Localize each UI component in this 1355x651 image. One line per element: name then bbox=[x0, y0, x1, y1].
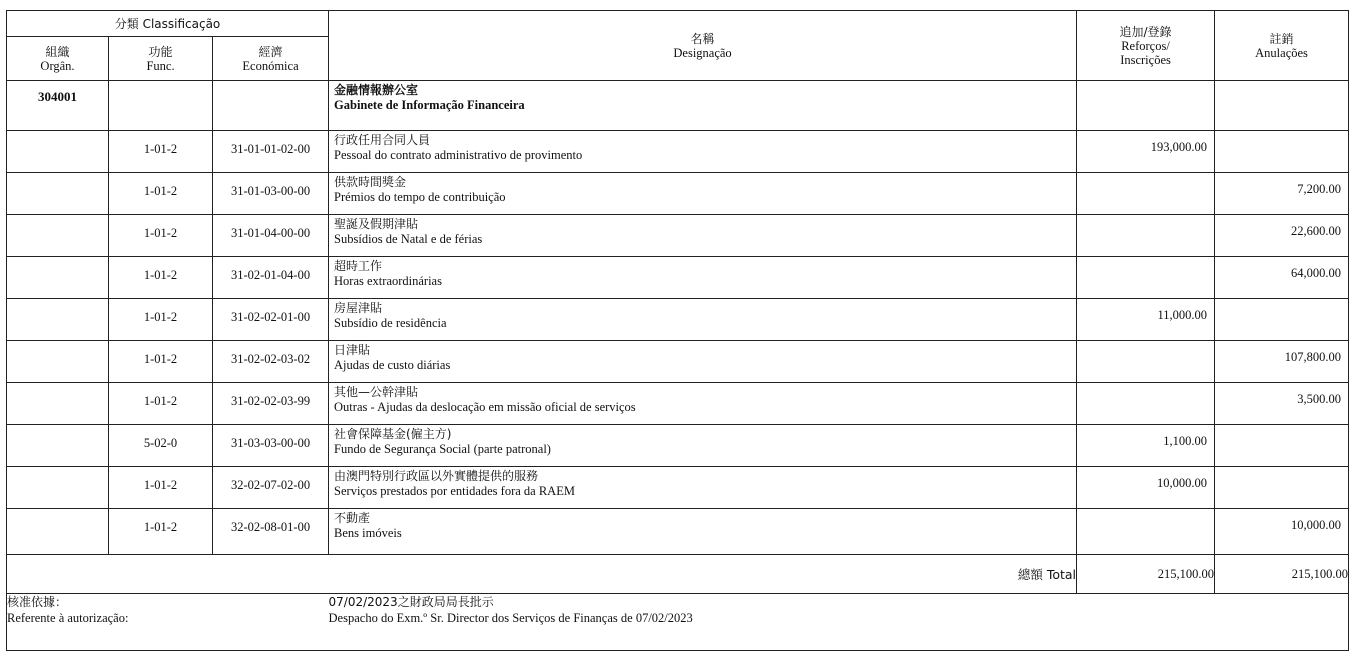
reinforcement-header: 追加/登錄 Reforços/ Inscrições bbox=[1077, 11, 1215, 81]
designation-zh: 供款時間獎金 bbox=[334, 175, 407, 189]
func-code: 1-01-2 bbox=[143, 478, 178, 492]
designation-header-zh: 名稱 bbox=[690, 31, 715, 46]
econ-code bbox=[213, 81, 328, 122]
authorization-row bbox=[7, 594, 1349, 651]
designation-pt: Prémios do tempo de contribuição bbox=[334, 190, 506, 204]
organ-header: 組織 Orgân. bbox=[7, 37, 109, 81]
reinforcement-amount bbox=[1077, 509, 1214, 550]
designation-pt: Ajudas de custo diárias bbox=[334, 358, 451, 372]
budget-sheet bbox=[6, 10, 1348, 651]
designation bbox=[329, 509, 1076, 550]
table-row bbox=[7, 299, 1349, 341]
total-label: 總額 Total bbox=[329, 555, 1077, 594]
cancellation-amount bbox=[1215, 131, 1348, 172]
designation-zh: 金融情報辦公室 bbox=[334, 83, 419, 97]
designation-zh: 聖誕及假期津貼 bbox=[334, 217, 419, 231]
designation bbox=[329, 467, 1076, 508]
designation-zh: 社會保障基金(僱主方) bbox=[334, 427, 452, 441]
cancellation-amount bbox=[1215, 81, 1348, 122]
designation-pt: Serviços prestados por entidades fora da RAEM bbox=[334, 484, 575, 498]
designation bbox=[329, 299, 1076, 340]
designation-pt: Outras - Ajudas da deslocação em missão oficial de serviços bbox=[334, 400, 636, 414]
designation-pt: Horas extraordinárias bbox=[334, 274, 442, 288]
func-code: 1-01-2 bbox=[143, 142, 178, 156]
table-row bbox=[7, 257, 1349, 299]
designation-zh: 超時工作 bbox=[334, 259, 383, 273]
designation-zh: 不動產 bbox=[334, 511, 371, 525]
authorization-text: 07/02/2023之財政局局長批示 Despacho do Exm.º Sr. Director dos Serviços de Finanças de 07/02/2023 bbox=[329, 594, 1349, 651]
cancellation-header: 註銷 Anulações bbox=[1215, 11, 1349, 81]
table-row bbox=[7, 131, 1349, 173]
cancellation-amount bbox=[1215, 467, 1348, 508]
econ-header: 經濟 Económica bbox=[213, 37, 329, 81]
reinforcement-amount bbox=[1077, 215, 1214, 256]
designation-zh: 房屋津貼 bbox=[334, 301, 383, 315]
cancellation-amount: 7,200.00 bbox=[1297, 182, 1342, 196]
designation bbox=[329, 215, 1076, 256]
cancellation-amount bbox=[1215, 425, 1348, 466]
authorization-label: 核准依據： Referente à autorização: bbox=[7, 594, 329, 651]
func-code: 1-01-2 bbox=[143, 394, 178, 408]
reinforcement-amount bbox=[1077, 341, 1214, 382]
designation-header-pt: Designação bbox=[673, 45, 732, 60]
designation-pt: Subsídio de residência bbox=[334, 316, 447, 330]
organ-title-row bbox=[7, 81, 1349, 131]
designation-pt: Bens imóveis bbox=[334, 526, 402, 540]
designation-pt: Subsídios de Natal e de férias bbox=[334, 232, 483, 246]
econ-code: 31-02-01-04-00 bbox=[230, 268, 311, 282]
designation bbox=[329, 81, 1076, 122]
table-row bbox=[7, 215, 1349, 257]
func-code: 1-01-2 bbox=[143, 184, 178, 198]
reinforcement-amount bbox=[1077, 383, 1214, 424]
econ-code: 31-02-02-03-02 bbox=[230, 352, 311, 366]
cancellation-amount: 64,000.00 bbox=[1291, 266, 1342, 280]
total-row bbox=[7, 555, 1349, 594]
cancellation-amount bbox=[1215, 299, 1348, 340]
reinforcement-amount: 10,000.00 bbox=[1157, 476, 1208, 490]
table-row bbox=[7, 425, 1349, 467]
total-reinforcement: 215,100.00 bbox=[1077, 555, 1215, 594]
designation bbox=[329, 257, 1076, 298]
table-row bbox=[7, 467, 1349, 509]
reinforcement-amount: 193,000.00 bbox=[1150, 140, 1208, 154]
cancellation-amount: 10,000.00 bbox=[1291, 518, 1342, 532]
budget-table bbox=[6, 10, 1349, 651]
reinforcement-amount bbox=[1077, 257, 1214, 298]
classification-header: 分類 Classificação bbox=[7, 11, 329, 37]
reinforcement-amount: 11,000.00 bbox=[1157, 308, 1208, 322]
econ-code: 31-02-02-03-99 bbox=[230, 394, 311, 408]
func-code: 1-01-2 bbox=[143, 310, 178, 324]
designation bbox=[329, 383, 1076, 424]
cancellation-amount: 22,600.00 bbox=[1291, 224, 1342, 238]
func-code: 1-01-2 bbox=[143, 226, 178, 240]
designation-pt: Gabinete de Informação Financeira bbox=[334, 98, 525, 112]
designation-zh: 行政任用合同人員 bbox=[334, 133, 431, 147]
reinforcement-amount: 1,100.00 bbox=[1163, 434, 1208, 448]
func-code bbox=[109, 81, 212, 122]
func-code: 1-01-2 bbox=[143, 520, 178, 534]
econ-code: 31-03-03-00-00 bbox=[230, 436, 311, 450]
func-code: 5-02-0 bbox=[143, 436, 178, 450]
designation-pt: Pessoal do contrato administrativo de provimento bbox=[334, 148, 583, 162]
econ-code: 32-02-08-01-00 bbox=[230, 520, 311, 534]
table-row bbox=[7, 341, 1349, 383]
designation bbox=[329, 425, 1076, 466]
designation-zh: 日津貼 bbox=[334, 343, 371, 357]
designation-pt: Fundo de Segurança Social (parte patronal) bbox=[334, 442, 551, 456]
designation-header bbox=[329, 11, 1077, 81]
econ-code: 31-01-04-00-00 bbox=[230, 226, 311, 240]
econ-code: 31-02-02-01-00 bbox=[230, 310, 311, 324]
table-row bbox=[7, 383, 1349, 425]
table-row bbox=[7, 509, 1349, 555]
total-cancellation: 215,100.00 bbox=[1215, 555, 1349, 594]
econ-code: 32-02-07-02-00 bbox=[230, 478, 311, 492]
cancellation-amount: 107,800.00 bbox=[1284, 350, 1342, 364]
designation bbox=[329, 173, 1076, 214]
reinforcement-amount bbox=[1077, 173, 1214, 214]
table-row bbox=[7, 173, 1349, 215]
econ-code: 31-01-03-00-00 bbox=[230, 184, 311, 198]
func-header: 功能 Func. bbox=[109, 37, 213, 81]
func-code: 1-01-2 bbox=[143, 268, 178, 282]
designation-zh: 由澳門特別行政區以外實體提供的服務 bbox=[334, 469, 539, 483]
func-code: 1-01-2 bbox=[143, 352, 178, 366]
designation-zh: 其他—公幹津貼 bbox=[334, 385, 419, 399]
designation bbox=[329, 131, 1076, 172]
designation bbox=[329, 341, 1076, 382]
organ-code: 304001 bbox=[38, 89, 77, 104]
econ-code: 31-01-01-02-00 bbox=[230, 142, 311, 156]
cancellation-amount: 3,500.00 bbox=[1297, 392, 1342, 406]
reinforcement-amount bbox=[1077, 81, 1214, 122]
